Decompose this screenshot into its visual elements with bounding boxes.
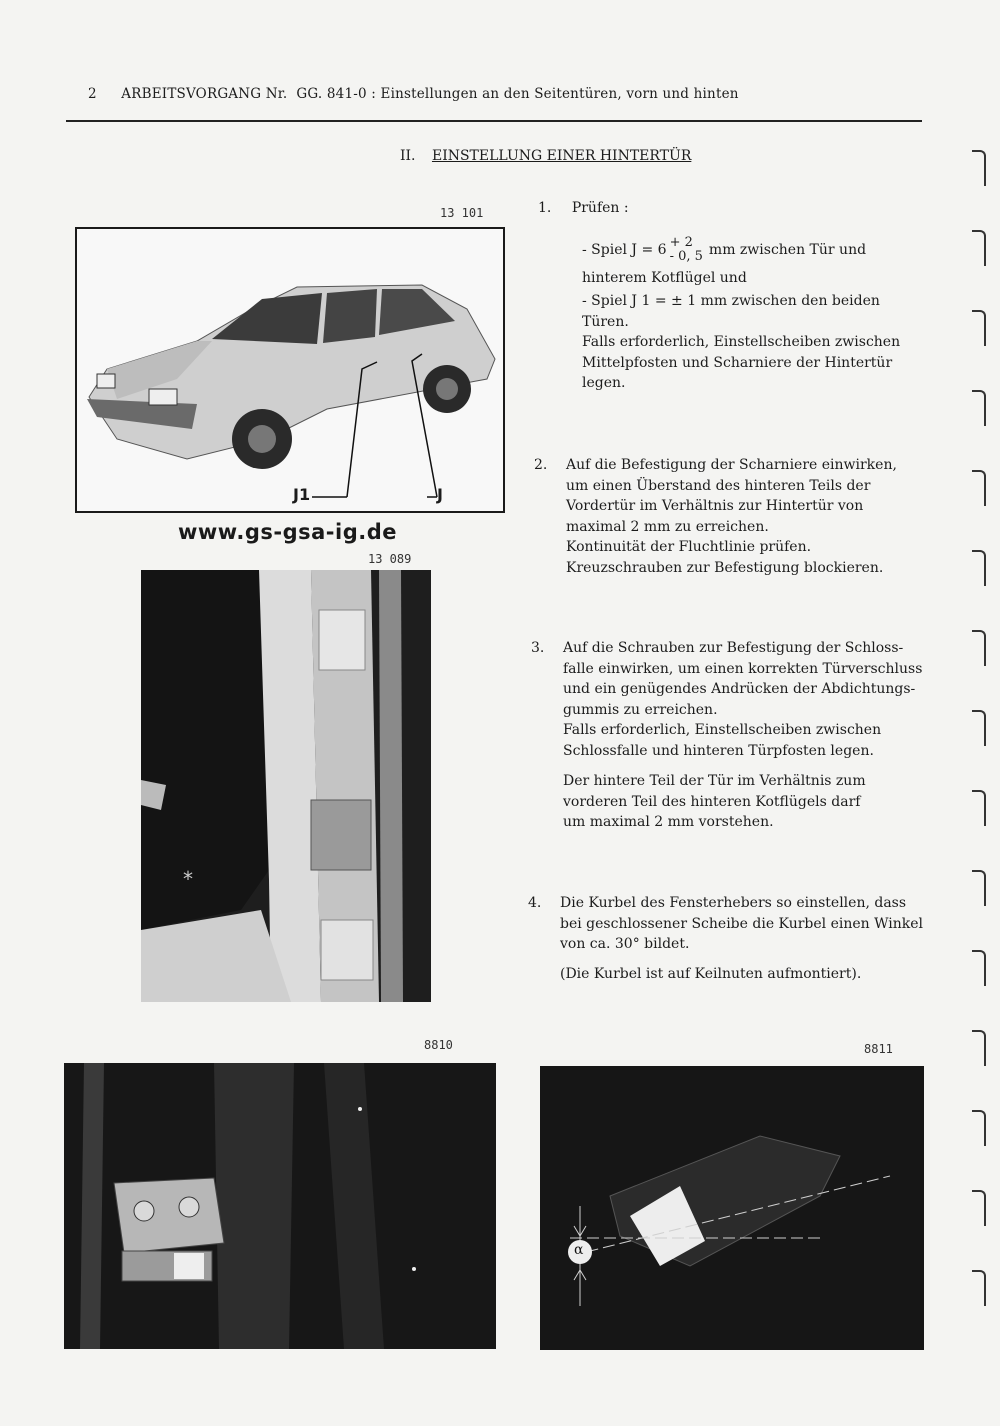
step-2-line: Kreuzschrauben zur Befestigung blockieren. xyxy=(566,559,884,576)
step-2-text xyxy=(566,455,926,578)
spiel-j-line2: hinterem Kotflügel und xyxy=(582,270,747,286)
binder-marks xyxy=(972,150,988,1350)
step-2-line: maximal 2 mm zu erreichen. xyxy=(566,518,769,535)
section-heading: EINSTELLUNG EINER HINTERTÜR xyxy=(431,148,692,164)
page-header xyxy=(88,86,739,102)
header-title: ARBEITSVORGANG Nr. GG. 841-0 : Einstellungen an den Seitentüren, vorn und hinten xyxy=(121,86,739,102)
car-photo xyxy=(75,227,505,513)
callout-j: J xyxy=(437,485,443,504)
spiel-j-suffix: mm zwischen Tür und xyxy=(708,241,867,258)
step-4-line: von ca. 30° bildet. xyxy=(560,936,690,952)
step-3-line: gummis zu erreichen. xyxy=(563,701,718,718)
step-2-line: Auf die Befestigung der Scharniere einwirken, xyxy=(566,457,897,473)
step-2-line: Vordertür im Verhältnis zur Hintertür von xyxy=(566,498,864,514)
header-rule xyxy=(66,120,922,122)
hinge-photo xyxy=(141,570,431,1002)
step-3-line: und ein genügendes Andrücken der Abdichtungs- xyxy=(563,681,916,697)
spiel-j1-line1: - Spiel J 1 = ± 1 mm zwischen den beiden xyxy=(582,293,880,309)
step-3-line: Auf die Schrauben zur Befestigung der Schloss- xyxy=(563,640,904,656)
step-1-spiel-j xyxy=(582,232,922,289)
car-illustration xyxy=(77,229,503,511)
crank-photo-label: 8811 xyxy=(864,1042,893,1056)
step-3-line: Falls erforderlich, Einstellscheiben zwischen xyxy=(563,722,882,738)
hinge-illustration xyxy=(141,570,431,1002)
car-photo-label: 13 101 xyxy=(440,206,484,220)
step-1-number: 1. xyxy=(538,200,552,216)
step-3-text xyxy=(563,638,923,761)
step-3-line: um maximal 2 mm vorstehen. xyxy=(563,814,774,830)
step-4-number: 4. xyxy=(528,895,542,911)
step-1-note-line1: Falls erforderlich, Einstellscheiben zwischen xyxy=(582,334,901,350)
crank-photo xyxy=(540,1066,924,1350)
hinge-photo-label: 13 089 xyxy=(368,552,412,566)
step-3-text-2 xyxy=(563,771,923,833)
step-2-number: 2. xyxy=(534,457,548,473)
lock-illustration xyxy=(64,1063,496,1349)
callout-j1: J1 xyxy=(293,485,311,504)
step-4-line: bei geschlossener Scheibe die Kurbel einen Winkel xyxy=(560,915,924,932)
step-3-number: 3. xyxy=(531,640,545,656)
step-1-title: Prüfen : xyxy=(571,200,629,216)
spiel-j-tol-plus: + 2 xyxy=(669,235,693,250)
angle-alpha-label: α xyxy=(574,1242,584,1258)
step-2-line: Kontinuität der Fluchtlinie prüfen. xyxy=(566,539,812,555)
spiel-j-tol-minus: - 0, 5 xyxy=(669,249,703,264)
watermark-url: www.gs-gsa-ig.de xyxy=(178,520,397,544)
step-4-text xyxy=(560,893,924,955)
step-4-line: Die Kurbel des Fensterhebers so einstellen, dass xyxy=(560,895,907,911)
step-1-note-line2: Mittelpfosten und Scharniere der Hintertür xyxy=(582,354,893,371)
spiel-j-prefix: - Spiel J = 6 xyxy=(582,241,667,258)
step-4-note: (Die Kurbel ist auf Keilnuten aufmontiert). xyxy=(560,966,862,982)
step-3-line: falle einwirken, um einen korrekten Türverschluss xyxy=(563,660,923,677)
page-number: 2 xyxy=(88,86,97,102)
section-title xyxy=(400,148,691,164)
step-3-line: vorderen Teil des hinteren Kotflügels darf xyxy=(563,793,861,810)
step-3-line: Der hintere Teil der Tür im Verhältnis zum xyxy=(563,773,866,789)
step-2-line: um einen Überstand des hinteren Teils der xyxy=(566,477,871,494)
lock-photo-label: 8810 xyxy=(424,1038,453,1052)
step-1-note-line3: legen. xyxy=(582,375,626,391)
crank-illustration xyxy=(540,1066,924,1350)
svg-text:*: * xyxy=(183,867,193,891)
lock-photo xyxy=(64,1063,496,1349)
step-1 xyxy=(538,198,928,219)
step-1-spiel-j1 xyxy=(582,291,922,394)
section-number: II. xyxy=(400,148,416,164)
step-3-line: Schlossfalle und hinteren Türpfosten legen. xyxy=(563,742,874,759)
spiel-j1-line2: Türen. xyxy=(582,313,629,330)
